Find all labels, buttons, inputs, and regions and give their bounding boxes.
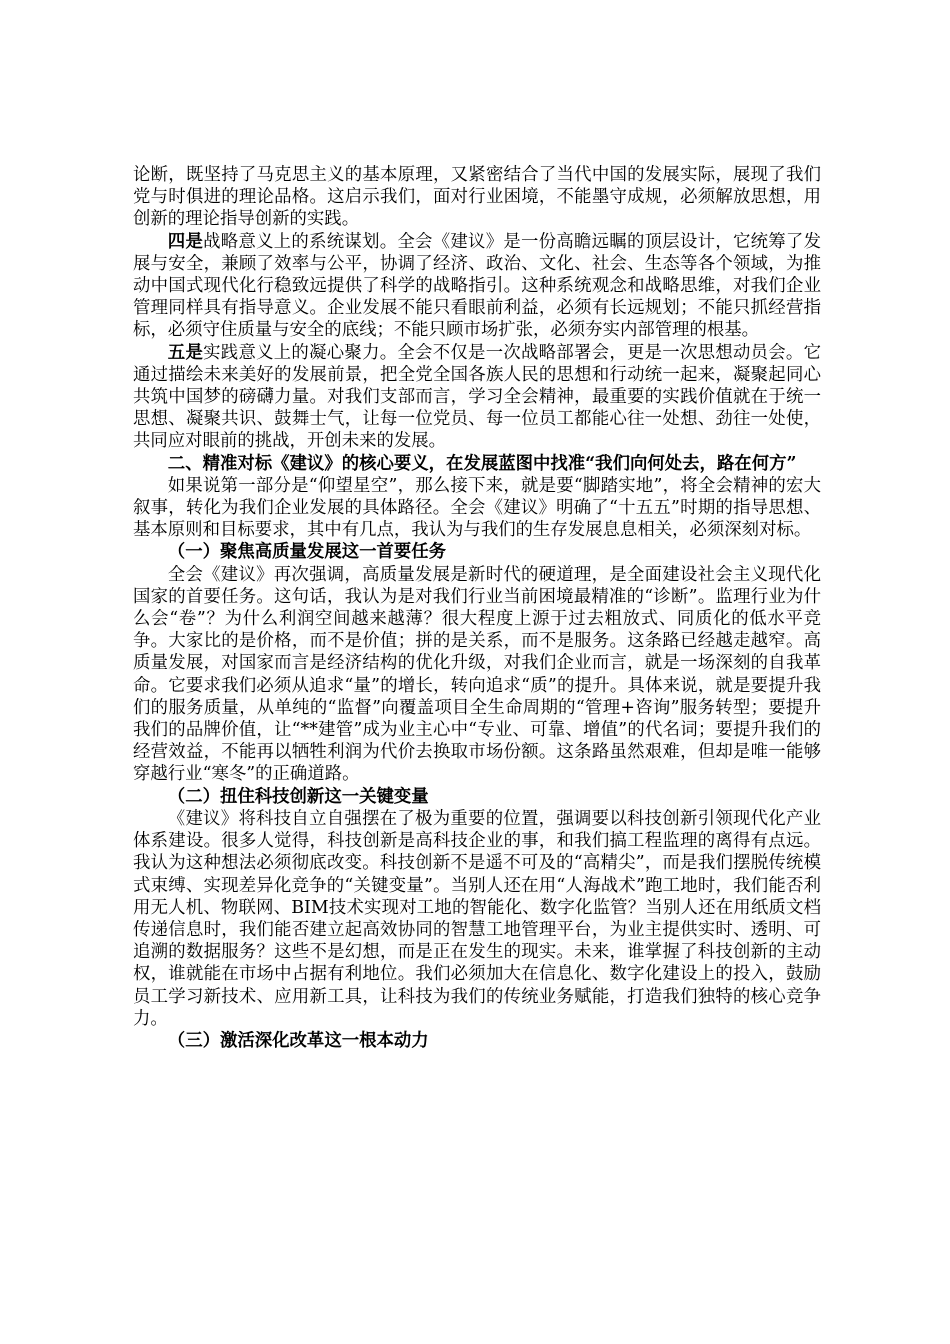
section-two-heading: 二、精准对标《建议》的核心要义，在发展蓝图中找准“我们向何处去，路在何方”	[167, 453, 797, 474]
subsection-one-heading: （一）聚焦高质量发展这一首要任务	[167, 542, 447, 563]
point-five-text: 实践意义上的凝心聚力。全会不仅是一次战略部署会，更是一次思想动员会。它通过描绘未来美好的发展前景，把全党全国各族人民的思想和行动统一起来，凝聚起同心共筑中国梦的磅礴力量。对我们支部而言，学习全会精神，最重要的实践价值就在于统一思想、凝聚共识、鼓舞士气，让每一位党员、每一位员工都能心往一处想、劲往一处使，共同应对眼前的挑战，开创未来的发展。	[133, 342, 821, 452]
paragraph-high-quality-development: 全会《建议》再次强调，高质量发展是新时代的硬道理，是全面建设社会主义现代化国家的首要任务。这句话，我认为是对我们行业当前困境最精准的“诊断”。监理行业为什么会“卷”？为什么利润空间越来越薄？很大程度上源于过去粗放式、同质化的低水平竞争。大家比的是价格，而不是价值；拼的是关系，而不是服务。这条路已经越走越窄。高质量发展，对国家而言是经济结构的优化升级，对我们企业而言，就是一场深刻的自我革命。它要求我们必须从追求“量”的增长，转向追求“质”的提升。具体来说，就是要提升我们的服务质量，从单纯的“监督”向覆盖项目全生命周期的“管理+咨询”服务转型；要提升我们的品牌价值，让“**建管”成为业主心中“专业、可靠、增值”的代名词；要提升我们的经营效益，不能再以牺牲利润为代价去换取市场份额。这条路虽然艰难，但却是唯一能够穿越行业“寒冬”的正确道路。	[133, 564, 821, 785]
paragraph-point-four	[133, 231, 821, 342]
point-four-text: 战略意义上的系统谋划。全会《建议》是一份高瞻远瞩的顶层设计，它统筹了发展与安全，兼顾了效率与公平，协调了经济、政治、文化、社会、生态等各个领域，为推动中国式现代化行稳致远提供了科学的战略指引。这种系统观念和战略思维，对我们企业管理同样具有指导意义。企业发展不能只看眼前利益，必须有长远规划；不能只抓经营指标，必须守住质量与安全的底线；不能只顾市场扩张，必须夯实内部管理的根基。	[133, 231, 821, 341]
point-four-lead: 四是	[167, 231, 204, 252]
point-five-lead: 五是	[167, 342, 204, 363]
paragraph-theory-conclusion: 论断，既坚持了马克思主义的基本原理，又紧密结合了当代中国的发展实际，展现了我们党与时俱进的理论品格。这启示我们，面对行业困境，不能墨守成规，必须解放思想，用创新的理论指导创新的实践。	[133, 165, 821, 230]
subsection-three-heading: （三）激活深化改革这一根本动力	[167, 1030, 429, 1051]
paragraph-section-two-intro: 如果说第一部分是“仰望星空”，那么接下来，就是要“脚踏实地”，将全会精神的宏大叙事，转化为我们企业发展的具体路径。全会《建议》明确了“十五五”时期的指导思想、基本原则和目标要求，其中有几点，我认为与我们的生存发展息息相关，必须深刻对标。	[133, 475, 821, 541]
paragraph-technology-innovation: 《建议》将科技自立自强摆在了极为重要的位置，强调要以科技创新引领现代化产业体系建设。很多人觉得，科技创新是高科技企业的事，和我们搞工程监理的离得有点远。我认为这种想法必须彻底改变。科技创新不是遥不可及的“高精尖”，而是我们摆脱传统模式束缚、实现差异化竞争的“关键变量”。当别人还在用“人海战术”跑工地时，我们能否利用无人机、物联网、BIM技术实现对工地的智能化、数字化监管？当别人还在用纸质文档传递信息时，我们能否建立起高效协同的智慧工地管理平台，为业主提供实时、透明、可追溯的数据服务？这些不是幻想，而是正在发生的现实。未来，谁掌握了科技创新的主动权，谁就能在市场中占据有利地位。我们必须加大在信息化、数字化建设上的投入，鼓励员工学习新技术、应用新工具，让科技为我们的传统业务赋能，打造我们独特的核心竞争力。	[133, 808, 821, 1029]
subsection-two-heading: （二）扭住科技创新这一关键变量	[167, 786, 429, 807]
paragraph-point-five	[133, 342, 821, 453]
document-body	[133, 164, 821, 1052]
